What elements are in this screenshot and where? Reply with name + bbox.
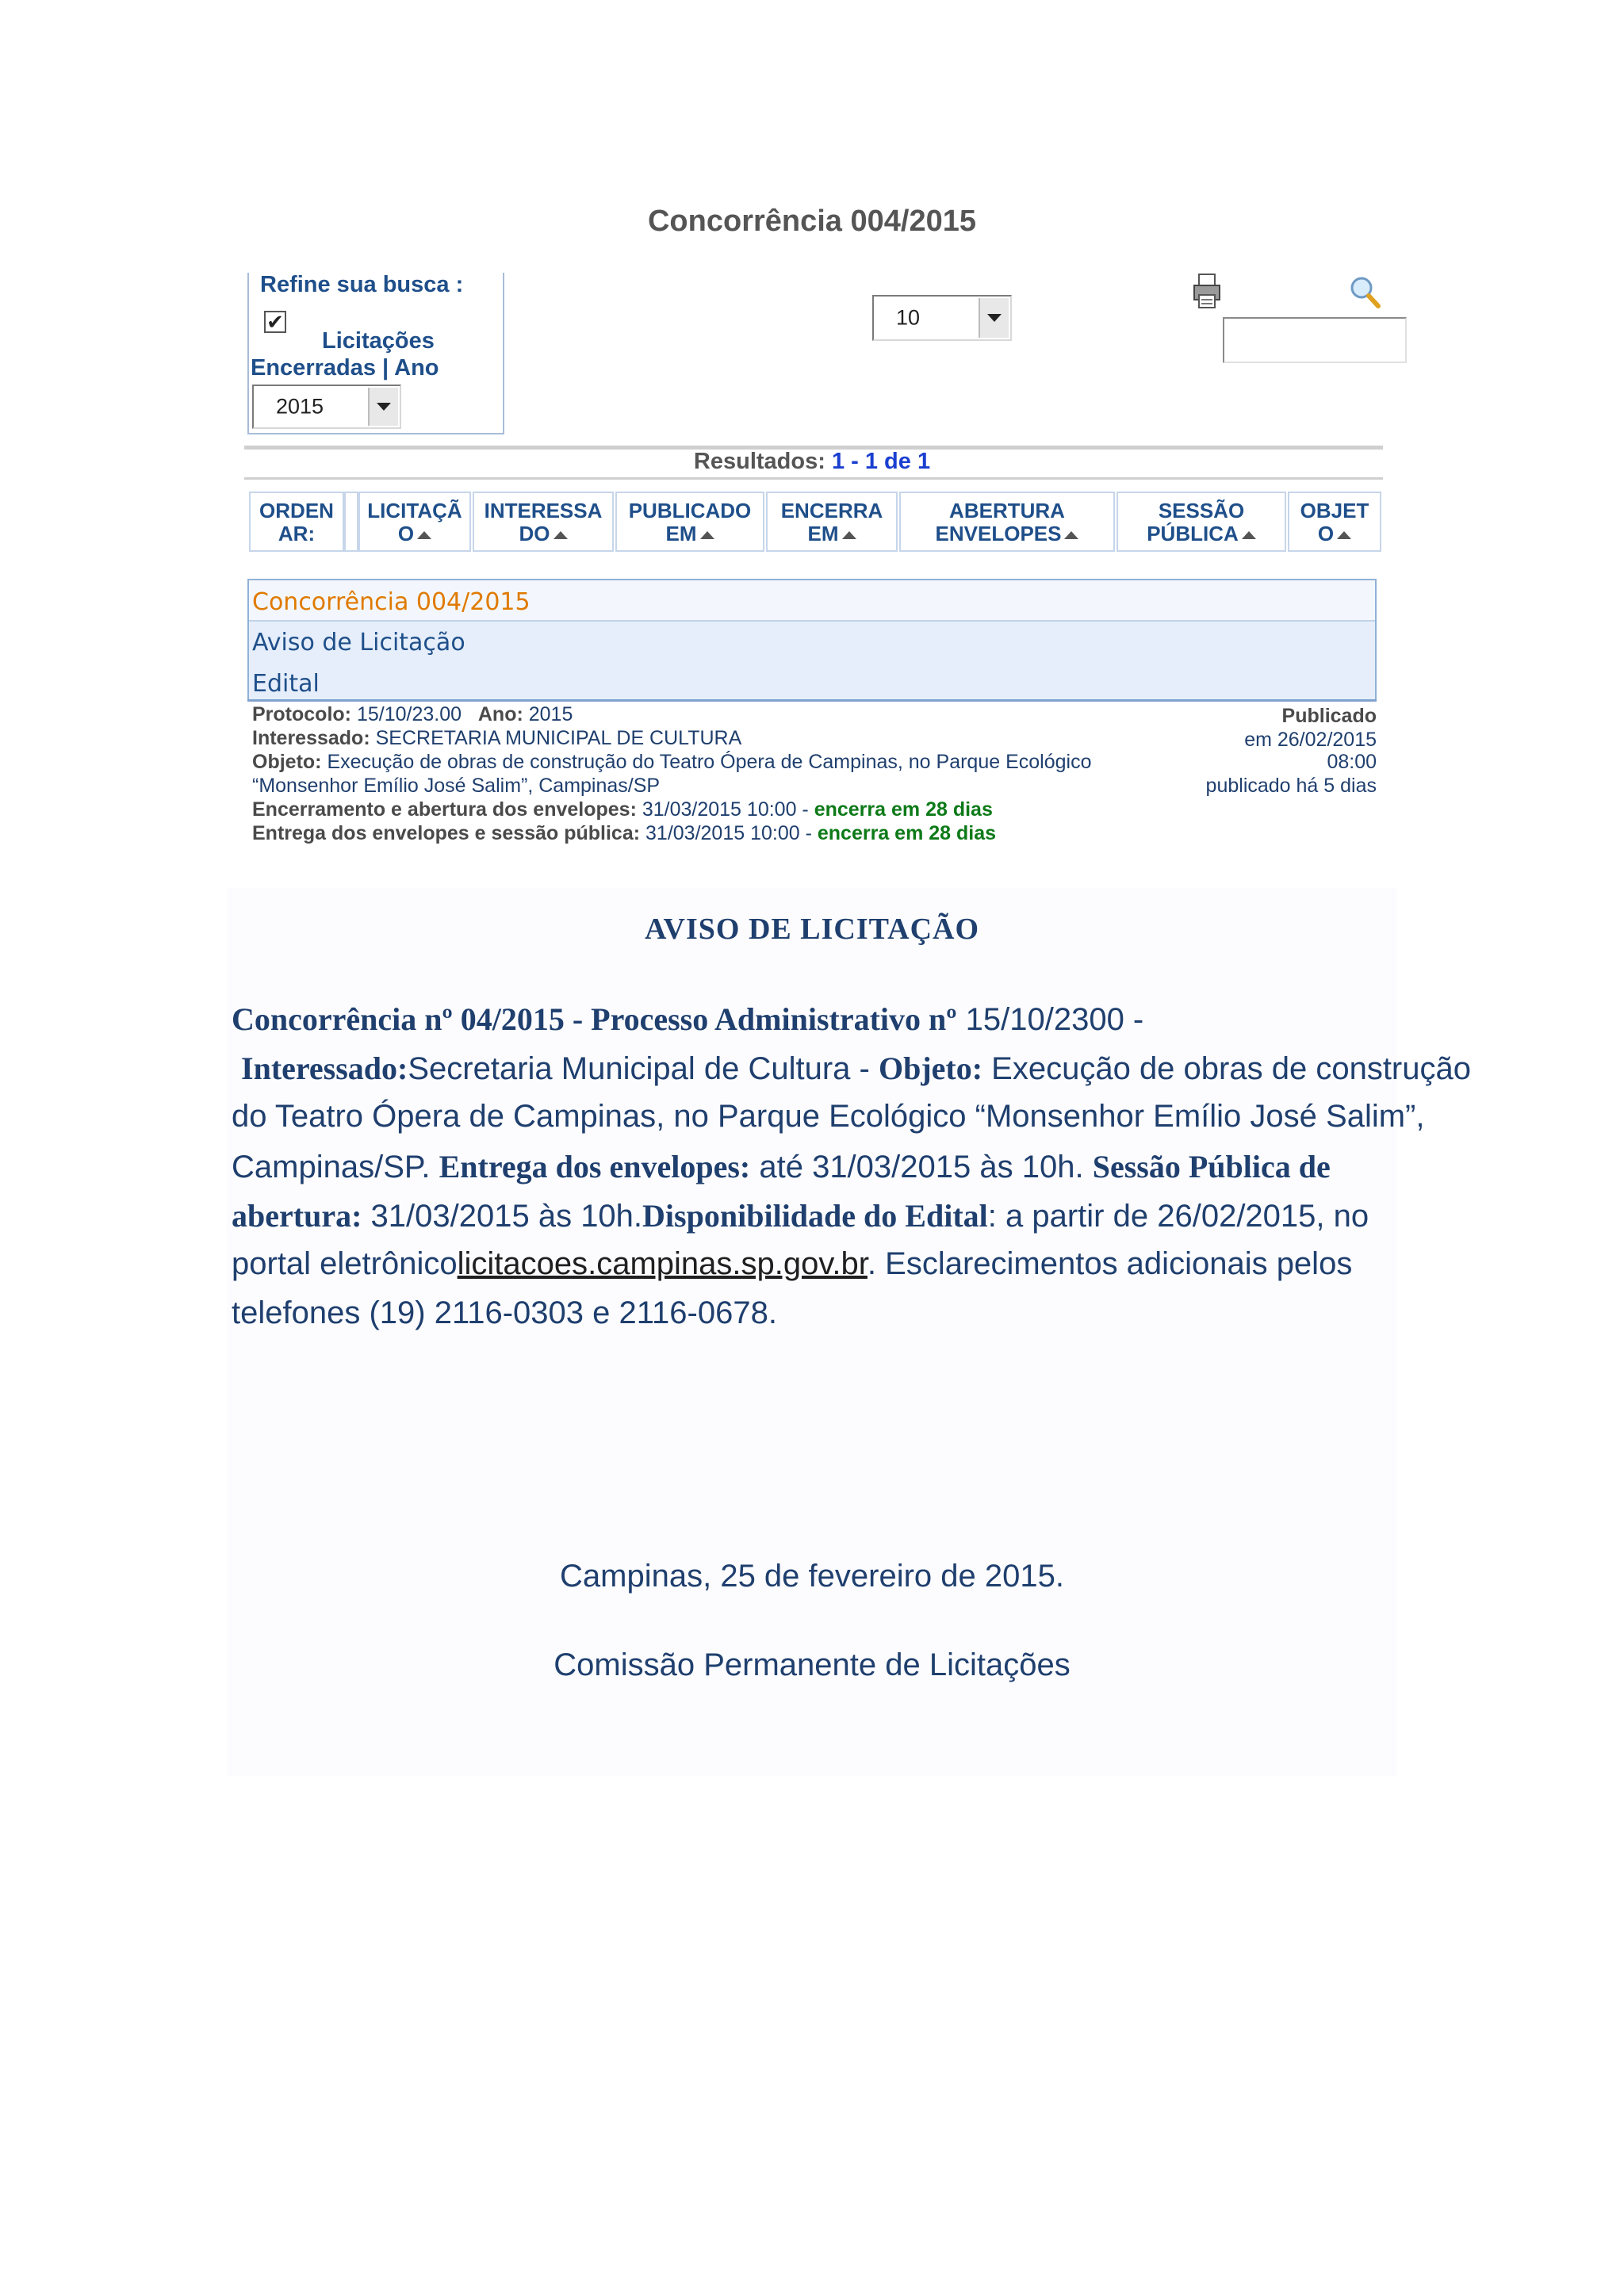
entrega-status: encerra em 28 dias <box>817 822 997 844</box>
notice-line: Concorrência nº 04/2015 - Processo Administrativo nº 15/10/2300 - <box>232 1001 1144 1037</box>
sort-encerra[interactable]: ENCERRA EM <box>766 492 898 552</box>
sort-up-icon <box>1242 531 1256 539</box>
sort-licitacao[interactable]: LICITAÇÃ O <box>358 492 471 552</box>
sort-up-icon <box>1064 531 1078 539</box>
notice-line: portal eletrônicolicitacoes.campinas.sp.gov.br. Esclarecimentos adicionais pelos <box>232 1246 1353 1281</box>
column-spacer <box>344 492 358 552</box>
sort-abertura-envelopes[interactable]: ABERTURA ENVELOPES <box>899 492 1115 552</box>
notice-line: Campinas/SP. Entrega dos envelopes: até 31/03/2015 às 10h. Sessão Pública de <box>232 1149 1331 1184</box>
results-range: 1 - 1 de 1 <box>831 449 931 474</box>
publicado-ago: publicado há 5 dias <box>1205 775 1377 797</box>
sort-up-icon <box>553 531 568 539</box>
per-page-select[interactable] <box>872 295 1012 341</box>
encerramento-status: encerra em 28 dias <box>814 798 993 821</box>
sort-sessao-publica[interactable]: SESSÃO PÚBLICA <box>1116 492 1286 552</box>
closing-place-date: Campinas, 25 de fevereiro de 2015. <box>560 1559 1064 1594</box>
sort-up-icon <box>700 531 714 539</box>
chevron-down-icon <box>368 388 398 426</box>
sort-interessado[interactable]: INTERESSA DO <box>473 492 614 552</box>
page-title: Concorrência 004/2015 <box>647 205 976 238</box>
chevron-down-icon <box>979 298 1009 338</box>
aviso-licitacao-link[interactable]: Aviso de Licitação <box>252 629 465 656</box>
notice-heading: AVISO DE LICITAÇÃO <box>644 913 980 946</box>
closing-signature: Comissão Permanente de Licitações <box>553 1647 1071 1682</box>
results-label: Resultados: <box>693 449 825 474</box>
divider <box>244 477 1383 480</box>
encerradas-label-line1: Licitações <box>322 328 435 354</box>
refine-label: Refine sua busca : <box>260 272 464 297</box>
encerradas-checkbox[interactable]: ✔ <box>264 311 286 333</box>
result-title: Concorrência 004/2015 <box>252 588 530 616</box>
objeto-row-continued: “Monsenhor Emílio José Salim”, Campinas/SP <box>252 775 661 797</box>
edital-link[interactable]: Edital <box>252 670 320 698</box>
sort-up-icon <box>842 531 856 539</box>
search-input[interactable] <box>1223 317 1407 363</box>
protocolo-row: Protocolo: 15/10/23.00 Ano: 2015 <box>252 703 573 725</box>
notice-line: telefones (19) 2116-0303 e 2116-0678. <box>232 1295 777 1330</box>
sort-up-icon <box>1337 531 1351 539</box>
printer-icon[interactable] <box>1193 273 1221 311</box>
publicado-time: 08:00 <box>1327 751 1377 773</box>
per-page-select-value: 10 <box>896 305 921 330</box>
search-icon[interactable] <box>1348 274 1381 309</box>
notice-line: Interessado:Secretaria Municipal de Cultura - Objeto: Execução de obras de construção <box>241 1050 1471 1086</box>
sort-publicado[interactable]: PUBLICADO EM <box>615 492 764 552</box>
publicado-label: Publicado <box>1281 705 1377 727</box>
year-select[interactable] <box>252 385 401 429</box>
sort-objeto[interactable]: OBJET O <box>1288 492 1381 552</box>
encerradas-label-line2: Encerradas | Ano <box>251 355 439 381</box>
results-count <box>0 449 1624 475</box>
notice-line: abertura: 31/03/2015 às 10h.Disponibilidade do Edital: a partir de 26/02/2015, no <box>232 1198 1369 1234</box>
sort-up-icon <box>417 531 431 539</box>
objeto-row: Objeto: Execução de obras de construção do Teatro Ópera de Campinas, no Parque Ecológico <box>252 751 1092 773</box>
publicado-date: em 26/02/2015 <box>1244 729 1377 751</box>
divider <box>247 699 1377 702</box>
sort-label: ORDEN AR: <box>249 492 344 552</box>
portal-link[interactable]: licitacoes.campinas.sp.gov.br <box>457 1246 868 1281</box>
year-select-value: 2015 <box>276 394 324 419</box>
interessado-row: Interessado: SECRETARIA MUNICIPAL DE CULTURA <box>252 727 742 749</box>
encerramento-row: Encerramento e abertura dos envelopes: 31/03/2015 10:00 - encerra em 28 dias <box>252 798 993 821</box>
entrega-row: Entrega dos envelopes e sessão pública: 31/03/2015 10:00 - encerra em 28 dias <box>252 822 997 844</box>
notice-line: do Teatro Ópera de Campinas, no Parque Ecológico “Monsenhor Emílio José Salim”, <box>232 1099 1425 1134</box>
